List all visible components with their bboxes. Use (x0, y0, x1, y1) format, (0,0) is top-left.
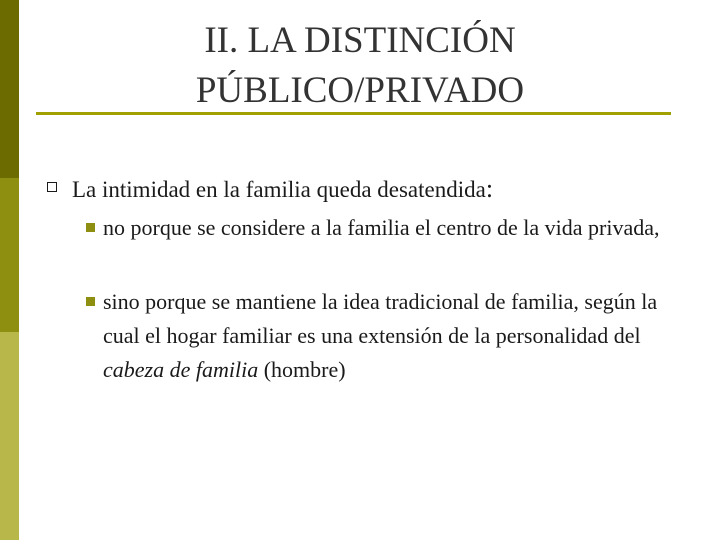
filled-square-bullet-icon (86, 223, 95, 232)
sub-bullet-1-text: no porque se considere a la familia el centro de la vida privada, (103, 215, 660, 240)
hollow-square-bullet-icon (47, 182, 57, 192)
sub-bullet-2-text-before: sino porque se mantiene la idea tradicional de familia, según la cual el hogar familiar es una extensión de la personalidad del (103, 289, 658, 348)
bullet-1-colon: : (485, 174, 494, 203)
bullet-1-main-text: La intimidad en la familia queda desatendida (72, 177, 486, 202)
slide-title-line-1: II. LA DISTINCIÓN (204, 20, 516, 61)
sub-bullet-2-text (103, 285, 678, 387)
filled-square-bullet-icon (86, 297, 95, 306)
slide-title-line-2: PÚBLICO/PRIVADO (195, 70, 525, 111)
sub-bullet-2-text-after: (hombre) (258, 357, 346, 382)
sub-bullet-2-italic-text: cabeza de familia (103, 357, 259, 382)
bullet-1-text (72, 172, 493, 207)
